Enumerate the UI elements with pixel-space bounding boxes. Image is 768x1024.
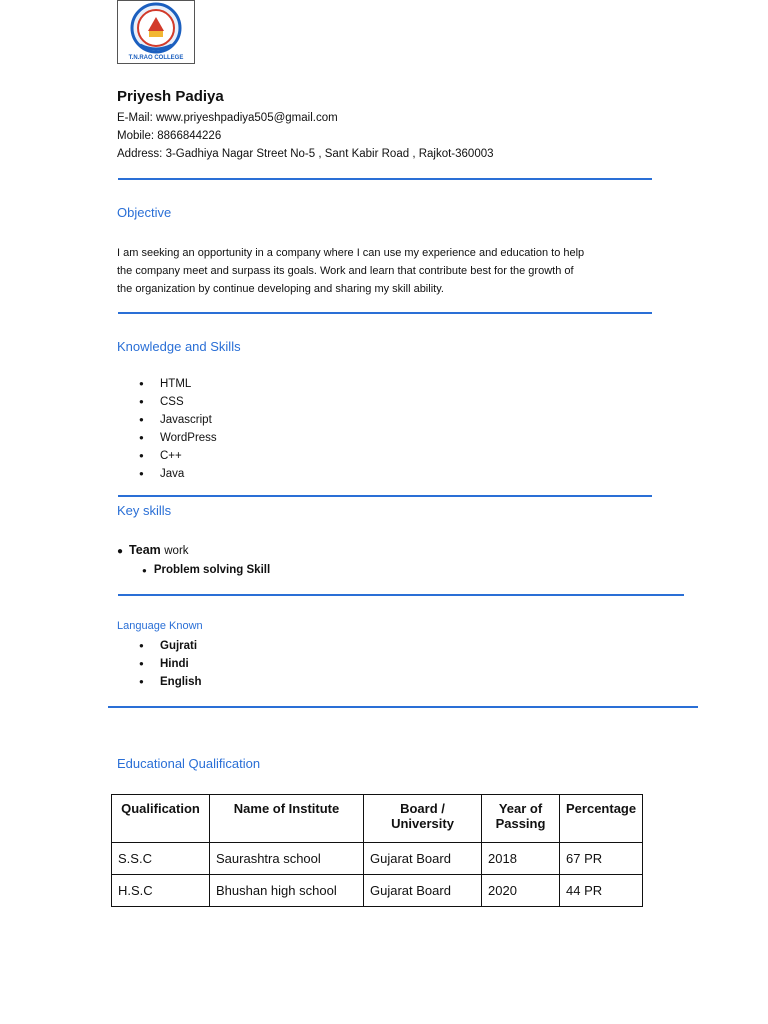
knowledge-heading: Knowledge and Skills (117, 339, 241, 354)
list-item: ● WordPress (117, 429, 217, 447)
list-item: ● CSS (117, 393, 217, 411)
college-seal-icon (118, 1, 194, 63)
knowledge-list (117, 375, 217, 483)
table-cell: Gujarat Board (364, 875, 482, 907)
divider (118, 312, 652, 314)
list-item: ● C++ (117, 447, 217, 465)
table-row (112, 843, 643, 875)
list-item: ● Hindi (117, 655, 202, 673)
list-item: ● Gujrati (117, 637, 202, 655)
key-skill-item (142, 564, 270, 576)
column-header: Qualification (112, 795, 210, 843)
key-skill-rest: work (164, 545, 189, 557)
education-heading: Educational Qualification (117, 756, 261, 771)
address-line: Address: 3-Gadhiya Nagar Street No-5 , Sant Kabir Road , Rajkot-360003 (117, 148, 494, 160)
divider (118, 178, 652, 180)
objective-line: I am seeking an opportunity in a company where I can use my experience and education to help (117, 247, 585, 259)
divider (118, 594, 684, 596)
objective-text (117, 244, 617, 298)
list-item: ● HTML (117, 375, 217, 393)
objective-line: the organization by continue developing and sharing my skill ability. (117, 283, 444, 295)
email-line: E-Mail: www.priyeshpadiya505@gmail.com (117, 112, 338, 124)
key-skill-item (117, 543, 189, 557)
column-header: Year of Passing (482, 795, 560, 843)
table-cell: 44 PR (560, 875, 643, 907)
candidate-name: Priyesh Padiya (117, 88, 224, 105)
languages-heading: Language Known (117, 620, 203, 632)
table-cell: H.S.C (112, 875, 210, 907)
divider (118, 495, 652, 497)
table-cell: 2018 (482, 843, 560, 875)
table-cell: 67 PR (560, 843, 643, 875)
languages-list (117, 637, 202, 691)
table-cell: S.S.C (112, 843, 210, 875)
column-header: Board / University (364, 795, 482, 843)
bullet-icon: ● (142, 566, 147, 575)
table-cell: Saurashtra school (210, 843, 364, 875)
divider (108, 706, 698, 708)
list-item: ● Java (117, 465, 217, 483)
table-cell: 2020 (482, 875, 560, 907)
list-item: ● English (117, 673, 202, 691)
table-cell: Bhushan high school (210, 875, 364, 907)
key-skill-bold: Team (129, 543, 165, 557)
list-item: ● Javascript (117, 411, 217, 429)
logo-text: T.N.RAO COLLEGE (128, 55, 184, 61)
college-logo (117, 0, 195, 64)
objective-heading: Objective (117, 205, 172, 220)
column-header: Percentage (560, 795, 643, 843)
mobile-line: Mobile: 8866844226 (117, 130, 222, 142)
education-table (111, 794, 643, 907)
table-cell: Gujarat Board (364, 843, 482, 875)
key-skills-heading: Key skills (117, 503, 172, 518)
objective-line: the company meet and surpass its goals. Work and learn that contribute best for the growth of (117, 265, 574, 277)
column-header: Name of Institute (210, 795, 364, 843)
table-row (112, 875, 643, 907)
bullet-icon: ● (117, 546, 124, 557)
key-skill-label: Problem solving Skill (153, 564, 271, 576)
